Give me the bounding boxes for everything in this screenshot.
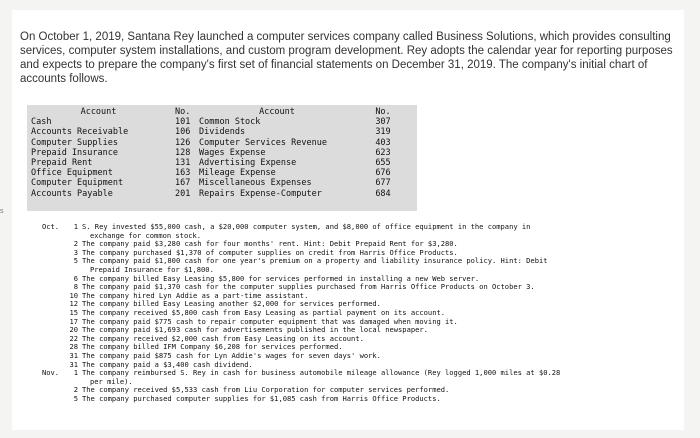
coa-number: 319 — [375, 127, 391, 138]
coa-row — [175, 127, 355, 137]
coa-account: Office Equipment — [31, 168, 113, 179]
coa-account: Prepaid Rent — [31, 158, 93, 169]
transaction-month: Nov. — [42, 368, 60, 378]
page — [0, 10, 684, 430]
coa-row — [175, 138, 355, 148]
transactions-list — [42, 223, 682, 403]
coa-row — [175, 189, 355, 199]
coa-number: 623 — [375, 147, 391, 158]
coa-number: 307 — [375, 117, 391, 128]
transaction-continuation: Prepaid Insurance for $1,800. — [90, 264, 214, 274]
coa-middle-column — [175, 107, 355, 199]
transaction-text: The company reimbursed S. Rey in cash for business automobile mileage allowance (Rey logged 1,000 miles at $0.28 — [82, 368, 561, 378]
coa-number: 163 — [175, 168, 191, 179]
transaction-text: The company billed Easy Leasing another $2,000 for services performed. — [82, 299, 381, 309]
transaction-text: The company received $5,800 cash from Easy Leasing as partial payment on its account. — [82, 307, 446, 317]
coa-number: 128 — [175, 147, 191, 158]
coa-row — [175, 148, 355, 158]
coa-number: 684 — [375, 188, 391, 199]
transaction-day: 1 — [73, 222, 78, 231]
transaction-day: 22 — [69, 333, 78, 343]
coa-number: 655 — [375, 158, 391, 169]
transaction-day: 2 — [73, 239, 78, 249]
coa-header-account: Account — [80, 107, 117, 117]
coa-account: Mileage Expense — [199, 168, 276, 179]
coa-left-column — [31, 107, 166, 199]
transaction-day: 1 — [73, 368, 78, 378]
transaction-line — [42, 395, 682, 404]
coa-row — [175, 168, 355, 178]
transaction-day: 17 — [69, 316, 78, 326]
transaction-text: The company paid $1,693 cash for advertisements published in the local newspaper. — [82, 325, 428, 335]
coa-account: Advertising Expense — [199, 158, 297, 169]
coa-header-no: No. — [175, 107, 191, 117]
coa-account: Accounts Receivable — [31, 127, 129, 138]
coa-account: Repairs Expense-Computer — [199, 188, 322, 199]
coa-account: Dividends — [199, 127, 246, 138]
coa-row — [175, 117, 355, 127]
coa-account: Miscellaneous Expenses — [199, 178, 312, 189]
transaction-text: The company billed IFM Company $6,208 for services performed. — [82, 342, 343, 352]
transaction-line — [42, 369, 682, 378]
transaction-text: The company received $5,533 cash from Liu Corporation for computer services performed. — [82, 385, 450, 395]
transaction-text: The company paid $1,370 cash for the computer supplies purchased from Harris Office Products on October 3. — [82, 282, 535, 292]
transaction-day: 15 — [69, 307, 78, 317]
transaction-day: 28 — [69, 342, 78, 352]
transaction-text: The company hired Lyn Addie as a part-time assistant. — [82, 290, 309, 300]
transaction-text: S. Rey invested $55,000 cash, a $20,000 computer system, and $8,000 of office equipment in the company in — [82, 222, 531, 231]
transaction-day: 10 — [69, 290, 78, 300]
transaction-day: 2 — [73, 385, 78, 395]
transaction-text: The company paid a $3,400 cash dividend. — [82, 359, 253, 369]
transaction-text: The company billed Easy Leasing $5,800 for services performed in installing a new Web server. — [82, 273, 480, 283]
chart-of-accounts-table — [27, 105, 417, 211]
transaction-day: 20 — [69, 325, 78, 335]
transaction-day: 12 — [69, 299, 78, 309]
transaction-month: Oct. — [42, 222, 60, 231]
coa-number: 677 — [375, 178, 391, 189]
coa-account: Prepaid Insurance — [31, 147, 118, 158]
coa-account: Accounts Payable — [31, 188, 113, 199]
transaction-day: 3 — [73, 247, 78, 257]
transaction-text: The company purchased $1,370 of computer supplies on credit from Harris Office Products. — [82, 247, 458, 257]
coa-row — [175, 178, 355, 188]
coa-row — [175, 158, 355, 168]
coa-account: Computer Services Revenue — [199, 137, 327, 148]
coa-account: Cash — [31, 117, 52, 128]
coa-number: 167 — [175, 178, 191, 189]
transaction-day: 31 — [69, 350, 78, 360]
transaction-day: 31 — [69, 359, 78, 369]
transaction-day: 5 — [73, 393, 78, 403]
coa-header-account: Account — [259, 107, 295, 117]
coa-number: 131 — [175, 158, 191, 169]
coa-middle-header — [175, 107, 355, 117]
coa-right-column — [363, 107, 403, 199]
transaction-text: The company paid $1,800 cash for one year's premium on a property and liability insurance policy. Hint: Debit — [82, 256, 548, 266]
edge-mark: s — [0, 208, 4, 215]
transaction-day: 8 — [73, 282, 78, 292]
transaction-text: The company paid $775 cash to repair computer equipment that was damaged when moving it. — [82, 316, 458, 326]
transaction-text: The company paid $3,280 cash for four months' rent. Hint: Debit Prepaid Rent for $3,280. — [82, 239, 458, 249]
coa-account: Wages Expense — [199, 147, 266, 158]
coa-number: 106 — [175, 127, 191, 138]
transaction-day: 6 — [73, 273, 78, 283]
intro-paragraph: On October 1, 2019, Santana Rey launched a computer services company called Business Solutions, which provides consulting services, computer system installations, and custom program development. Rey adopts the calendar year for reporting purposes and expects to prepare the company's first set of financial statements on December 31, 2019. The company's initial chart of accounts follows. — [20, 31, 673, 85]
transaction-text: The company purchased computer supplies for $1,085 cash from Harris Office Products. — [82, 393, 441, 403]
coa-account: Computer Supplies — [31, 137, 118, 148]
coa-number: 676 — [375, 168, 391, 179]
coa-number: 201 — [175, 188, 191, 199]
transaction-text: The company received $2,000 cash from Easy Leasing on its account. — [82, 333, 364, 343]
coa-number: 403 — [375, 137, 391, 148]
coa-account: Computer Equipment — [31, 178, 124, 189]
transaction-text: The company paid $875 cash for Lyn Addie's wages for seven days' work. — [82, 350, 381, 360]
transaction-continuation: exchange for common stock. — [90, 230, 202, 240]
coa-number: 126 — [175, 137, 191, 148]
transaction-continuation: per mile). — [90, 376, 133, 386]
transaction-day: 5 — [73, 256, 78, 266]
coa-header-no: No. — [375, 107, 391, 117]
coa-number: 101 — [175, 117, 191, 128]
coa-account: Common Stock — [199, 117, 261, 128]
